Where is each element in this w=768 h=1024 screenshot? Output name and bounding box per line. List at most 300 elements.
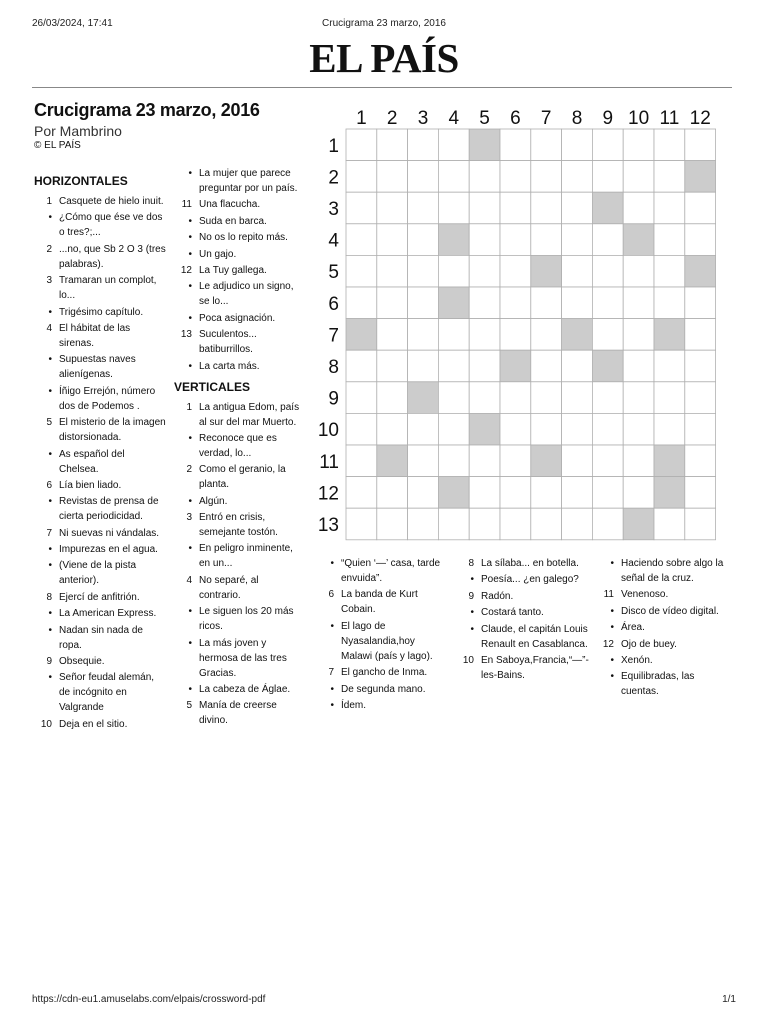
clue-number: 8 [46, 591, 52, 603]
clue-number: 12 [602, 638, 614, 650]
clue-text: La antigua Edom, país al sur del mar Muerto. [199, 401, 300, 428]
clue-text: Nadan sin nada de ropa. [59, 624, 143, 651]
clues-column-4 [456, 556, 590, 684]
grid-cell[interactable] [623, 445, 654, 477]
grid-cell[interactable] [654, 129, 685, 161]
down-heading: VERTICALES [174, 379, 251, 394]
grid-cell-black [623, 508, 654, 540]
clue-item [34, 606, 166, 621]
clue-item [34, 590, 166, 605]
grid-cell[interactable] [685, 477, 716, 509]
print-doc-title: Crucigrama 23 marzo, 2016 [322, 18, 446, 29]
clue-item [34, 384, 166, 414]
clue-item [174, 698, 300, 728]
grid-cell[interactable] [438, 350, 469, 382]
grid-cell[interactable] [346, 161, 377, 193]
grid-cell[interactable] [346, 413, 377, 445]
clue-number: • [188, 232, 192, 244]
clue-text: En Saboya,Francia,“—”-les-Bains. [481, 654, 589, 681]
clue-text: Tramaran un complot, lo... [59, 275, 157, 302]
grid-cell[interactable] [438, 508, 469, 540]
clue-number: • [48, 496, 52, 508]
row-number-label: 1 [328, 135, 339, 157]
grid-cell[interactable] [500, 129, 531, 161]
clue-item [34, 194, 166, 209]
grid-cell[interactable] [592, 161, 623, 193]
clue-number: • [188, 637, 192, 649]
clue-number: • [188, 281, 192, 293]
grid-cell[interactable] [438, 319, 469, 351]
grid-cell[interactable] [469, 255, 500, 287]
clue-item [456, 572, 590, 587]
grid-cell[interactable] [438, 192, 469, 224]
clue-number: 1 [186, 401, 192, 413]
clue-text: Impurezas en el agua. [59, 544, 158, 556]
grid-cell[interactable] [346, 129, 377, 161]
clue-text: Entró en crisis, semejante tostón. [199, 512, 278, 539]
grid-cell[interactable] [438, 255, 469, 287]
grid-cell[interactable] [654, 192, 685, 224]
clue-item [174, 230, 300, 245]
grid-cell[interactable] [623, 161, 654, 193]
grid-cell[interactable] [346, 350, 377, 382]
grid-cell[interactable] [377, 255, 408, 287]
grid-cell-black [654, 477, 685, 509]
grid-cell[interactable] [377, 161, 408, 193]
column-number-label: 4 [448, 108, 460, 129]
grid-cell[interactable] [592, 255, 623, 287]
clue-text: Le siguen los 20 más ricos. [199, 606, 294, 633]
clue-text: ¿Cómo que ése ve dos o tres?;... [59, 212, 163, 239]
clue-item [34, 654, 166, 669]
grid-cell[interactable] [531, 129, 562, 161]
clue-text: Algún. [199, 495, 228, 507]
grid-cell[interactable] [592, 319, 623, 351]
clue-item [174, 166, 300, 196]
grid-cell[interactable] [685, 129, 716, 161]
grid-cell[interactable] [469, 161, 500, 193]
clue-number: • [470, 623, 474, 635]
grid-cell[interactable] [562, 477, 593, 509]
clue-item [34, 415, 166, 445]
grid-cell[interactable] [500, 319, 531, 351]
grid-cell[interactable] [408, 319, 439, 351]
down-clue-list-continued-2 [456, 556, 590, 683]
grid-cell[interactable] [377, 192, 408, 224]
clue-text: Suculentos... batiburrillos. [199, 329, 257, 356]
grid-cell[interactable] [531, 382, 562, 414]
across-heading: HORIZONTALES [34, 174, 128, 188]
grid-cell[interactable] [377, 224, 408, 256]
clue-text: El hábitat de las sirenas. [59, 322, 131, 349]
grid-cell[interactable] [654, 255, 685, 287]
clue-item [596, 669, 730, 699]
column-number-label: 12 [689, 108, 711, 129]
clue-text: El lago de Nyasalandia,hoy Malawi (país y lago). [341, 620, 433, 662]
grid-cell[interactable] [438, 161, 469, 193]
grid-cell[interactable] [623, 319, 654, 351]
grid-cell[interactable] [469, 445, 500, 477]
grid-cell[interactable] [377, 508, 408, 540]
clue-number: • [330, 558, 334, 569]
clue-item [174, 510, 300, 540]
clue-text: Revistas de prensa de cierta periodicidad. [59, 496, 159, 523]
clue-text: Costará tanto. [481, 607, 544, 619]
clue-item [34, 526, 166, 541]
clue-text: Xenón. [621, 654, 653, 666]
grid-cell[interactable] [531, 477, 562, 509]
row-number-label: 3 [328, 199, 339, 220]
grid-cell[interactable] [469, 350, 500, 382]
grid-cell[interactable] [500, 445, 531, 477]
clue-item [316, 587, 448, 617]
grid-cell[interactable] [438, 382, 469, 414]
clue-item [174, 311, 300, 326]
column-number-label: 7 [540, 108, 552, 129]
clue-text: Trigésimo capítulo. [59, 306, 144, 318]
grid-cell[interactable] [346, 287, 377, 319]
grid-cell-black [531, 255, 562, 287]
clue-text: Reconoce que es verdad, lo... [199, 432, 277, 459]
grid-cell[interactable] [469, 477, 500, 509]
clue-item [174, 636, 300, 681]
print-datetime: 26/03/2024, 17:41 [32, 18, 113, 29]
clue-number: 9 [46, 656, 52, 668]
clue-number: • [610, 671, 614, 683]
clue-number: 4 [46, 322, 52, 334]
grid-cell[interactable] [438, 445, 469, 477]
clue-number: 6 [328, 589, 334, 601]
grid-cell[interactable] [623, 192, 654, 224]
clue-number: • [188, 215, 192, 227]
footer-page-number: 1/1 [722, 994, 736, 1005]
clue-number: 11 [603, 589, 614, 601]
clue-text: Ni suevas ni vándalas. [59, 527, 160, 539]
crossword-grid [316, 102, 736, 547]
grid-cell[interactable] [500, 192, 531, 224]
grid-cell-black [469, 129, 500, 161]
clue-text: Un gajo. [199, 248, 237, 260]
clue-item [316, 556, 448, 586]
clue-number: • [188, 360, 192, 372]
grid-cell[interactable] [346, 255, 377, 287]
grid-cell[interactable] [531, 192, 562, 224]
clue-text: Haciendo sobre algo la señal de la cruz. [621, 558, 724, 584]
column-number-label: 8 [571, 108, 583, 129]
grid-cell[interactable] [654, 413, 685, 445]
grid-cell[interactable] [623, 413, 654, 445]
grid-cell[interactable] [654, 224, 685, 256]
clue-number: • [188, 684, 192, 696]
grid-cell[interactable] [562, 192, 593, 224]
grid-cell[interactable] [346, 477, 377, 509]
grid-cell[interactable] [377, 382, 408, 414]
grid-cell[interactable] [531, 161, 562, 193]
clue-item [596, 587, 730, 602]
grid-cell[interactable] [377, 350, 408, 382]
clue-number: 6 [46, 479, 52, 491]
clue-text: Lía bien liado. [59, 479, 122, 491]
grid-cell[interactable] [562, 445, 593, 477]
grid-cell[interactable] [438, 129, 469, 161]
grid-cell[interactable] [531, 508, 562, 540]
clue-item [34, 273, 166, 303]
grid-cell[interactable] [500, 255, 531, 287]
clue-item [456, 605, 590, 620]
clue-item [174, 682, 300, 697]
grid-cell[interactable] [562, 350, 593, 382]
grid-cell[interactable] [654, 508, 685, 540]
grid-cell[interactable] [592, 477, 623, 509]
grid-cell[interactable] [408, 129, 439, 161]
grid-cell[interactable] [562, 255, 593, 287]
grid-cell[interactable] [592, 413, 623, 445]
grid-cell[interactable] [500, 382, 531, 414]
grid-cell[interactable] [562, 508, 593, 540]
grid-cell[interactable] [531, 319, 562, 351]
clue-text: “Quien ‘—’ casa, tarde envuida”. [341, 558, 441, 584]
grid-cell[interactable] [623, 255, 654, 287]
grid-cell-black [654, 319, 685, 351]
clue-number: • [48, 560, 52, 572]
clue-number: 5 [186, 700, 192, 712]
clue-text: En peligro inminente, en un... [199, 543, 293, 570]
clue-number: • [48, 354, 52, 366]
clue-text: (Viene de la pista anterior). [59, 560, 137, 587]
clue-text: Señor feudal alemán, de incógnito en Valgrande [59, 672, 155, 714]
row-number-label: 2 [328, 167, 339, 189]
grid-cell[interactable] [685, 413, 716, 445]
clue-number: 10 [40, 718, 52, 730]
grid-cell-black [438, 287, 469, 319]
clue-number: 9 [468, 590, 474, 602]
grid-cell[interactable] [592, 129, 623, 161]
grid-cell[interactable] [346, 192, 377, 224]
grid-cell[interactable] [377, 129, 408, 161]
grid-cell[interactable] [654, 350, 685, 382]
grid-cell[interactable] [592, 382, 623, 414]
grid-cell[interactable] [469, 319, 500, 351]
clue-item [174, 247, 300, 262]
clue-number: • [48, 672, 52, 684]
clue-text: Supuestas naves alienígenas. [59, 354, 136, 381]
clue-item [174, 494, 300, 509]
grid-cell[interactable] [531, 350, 562, 382]
clue-text: ...no, que Sb 2 O 3 (tres palabras). [59, 243, 166, 270]
grid-cell[interactable] [469, 192, 500, 224]
grid-cell[interactable] [562, 382, 593, 414]
clue-item [456, 556, 590, 571]
grid-cell[interactable] [623, 350, 654, 382]
grid-cell[interactable] [408, 161, 439, 193]
grid-cell[interactable] [623, 129, 654, 161]
clue-number: 7 [46, 527, 52, 539]
grid-cell[interactable] [654, 287, 685, 319]
down-clue-list-continued [316, 556, 448, 713]
clue-text: Área. [621, 622, 645, 634]
row-number-label: 10 [317, 420, 339, 442]
clue-item [34, 447, 166, 477]
grid-cell[interactable] [685, 287, 716, 319]
grid-cell[interactable] [438, 413, 469, 445]
grid-cell-black [500, 350, 531, 382]
clue-number: • [330, 699, 334, 711]
column-number-label: 11 [659, 108, 680, 129]
grid-cell-black [531, 445, 562, 477]
clue-item [596, 556, 730, 586]
grid-cell-black [469, 413, 500, 445]
clue-item [174, 279, 300, 309]
grid-cell[interactable] [592, 508, 623, 540]
grid-cell[interactable] [408, 445, 439, 477]
clue-text: Ojo de buey. [621, 638, 677, 650]
clues-column-3 [316, 556, 448, 714]
grid-cell[interactable] [562, 161, 593, 193]
grid-cell[interactable] [408, 413, 439, 445]
grid-cell[interactable] [408, 224, 439, 256]
grid-cell[interactable] [346, 224, 377, 256]
grid-cell[interactable] [592, 445, 623, 477]
row-number-label: 12 [317, 483, 339, 505]
el-pais-logo: EL PAÍS [309, 35, 459, 81]
clue-number: 4 [186, 574, 192, 586]
clue-number: 1 [46, 196, 52, 207]
clue-item [174, 541, 300, 571]
clue-number: • [610, 622, 614, 634]
grid-cell[interactable] [377, 413, 408, 445]
grid-cell[interactable] [500, 508, 531, 540]
clue-item [174, 462, 300, 492]
clue-item [596, 604, 730, 619]
clue-text: La Tuy gallega. [199, 264, 267, 276]
grid-cell[interactable] [469, 382, 500, 414]
clue-text: Disco de vídeo digital. [621, 605, 719, 617]
grid-cell[interactable] [346, 508, 377, 540]
grid-cell[interactable] [623, 287, 654, 319]
column-number-label: 10 [628, 108, 650, 129]
grid-cell[interactable] [531, 224, 562, 256]
grid-cell[interactable] [654, 382, 685, 414]
clue-text: La carta más. [199, 360, 260, 372]
grid-cell-black [592, 192, 623, 224]
grid-cell[interactable] [408, 477, 439, 509]
copyright: © EL PAÍS [34, 140, 81, 151]
grid-cell-black [685, 161, 716, 193]
grid-cell-black [438, 224, 469, 256]
grid-cell[interactable] [531, 287, 562, 319]
clue-number: • [188, 312, 192, 324]
clue-number: • [48, 385, 52, 397]
grid-cell[interactable] [500, 287, 531, 319]
clue-item [34, 670, 166, 715]
grid-cell[interactable] [408, 255, 439, 287]
grid-cell[interactable] [377, 319, 408, 351]
grid-cell[interactable] [685, 445, 716, 477]
author: Por Mambrino [34, 123, 122, 139]
clue-item [596, 620, 730, 635]
clue-text: La banda de Kurt Cobain. [341, 589, 418, 616]
clue-number: • [188, 543, 192, 555]
clue-text: Poca asignación. [199, 312, 276, 324]
clue-text: As español del Chelsea. [59, 448, 125, 475]
grid-cell[interactable] [623, 477, 654, 509]
grid-cell[interactable] [346, 445, 377, 477]
clue-text: De segunda mano. [341, 683, 426, 695]
column-number-label: 1 [356, 108, 367, 129]
column-number-label: 3 [417, 108, 429, 129]
grid-cell-black [654, 445, 685, 477]
grid-cell[interactable] [562, 413, 593, 445]
grid-cell[interactable] [469, 224, 500, 256]
clue-text: Deja en el sitio. [59, 718, 128, 730]
clue-text: Claude, el capitán Louis Renault en Casablanca. [481, 623, 588, 650]
grid-cell[interactable] [562, 129, 593, 161]
grid-cell[interactable] [408, 287, 439, 319]
grid-cell-black [562, 319, 593, 351]
grid-cell[interactable] [623, 382, 654, 414]
grid-cell[interactable] [592, 224, 623, 256]
clue-number: • [470, 574, 474, 586]
grid-cell[interactable] [377, 287, 408, 319]
clue-text: Obsequie. [59, 656, 105, 668]
grid-cell[interactable] [685, 192, 716, 224]
column-number-label: 6 [510, 108, 521, 129]
grid-cell[interactable] [685, 508, 716, 540]
grid-cell[interactable] [346, 382, 377, 414]
grid-cell[interactable] [377, 477, 408, 509]
grid-cell-black [438, 477, 469, 509]
clues-column-1 [34, 174, 166, 733]
grid-cell[interactable] [469, 508, 500, 540]
across-clue-list [34, 194, 166, 732]
grid-cell[interactable] [592, 287, 623, 319]
clue-text: Radón. [481, 590, 514, 602]
grid-cell[interactable] [685, 224, 716, 256]
clue-text: No separé, al contrario. [199, 574, 259, 601]
clue-number: 12 [180, 264, 192, 276]
row-number-label: 7 [328, 325, 339, 347]
grid-cell[interactable] [408, 192, 439, 224]
column-number-label: 2 [386, 108, 398, 129]
clue-number: • [48, 624, 52, 636]
grid-cell[interactable] [685, 319, 716, 351]
grid-cell[interactable] [469, 287, 500, 319]
grid-cell[interactable] [500, 413, 531, 445]
grid-cell[interactable] [685, 382, 716, 414]
grid-cell[interactable] [531, 413, 562, 445]
clue-number: 3 [186, 512, 192, 524]
grid-cell[interactable] [500, 477, 531, 509]
clue-item [174, 573, 300, 603]
grid-cell[interactable] [408, 508, 439, 540]
grid-cell[interactable] [562, 224, 593, 256]
grid-cell[interactable] [500, 161, 531, 193]
clue-item [316, 619, 448, 664]
grid-cell[interactable] [408, 350, 439, 382]
clue-item [316, 665, 448, 680]
clue-text: El misterio de la imagen distorsionada. [59, 417, 166, 444]
grid-cell[interactable] [562, 287, 593, 319]
grid-cell-black [623, 224, 654, 256]
clue-number: • [610, 654, 614, 666]
clue-item [174, 327, 300, 357]
grid-cell[interactable] [500, 224, 531, 256]
clue-number: • [48, 212, 52, 224]
down-clue-list-continued-3 [596, 556, 730, 699]
grid-cell[interactable] [654, 161, 685, 193]
grid-cell[interactable] [685, 350, 716, 382]
clue-item [596, 653, 730, 668]
